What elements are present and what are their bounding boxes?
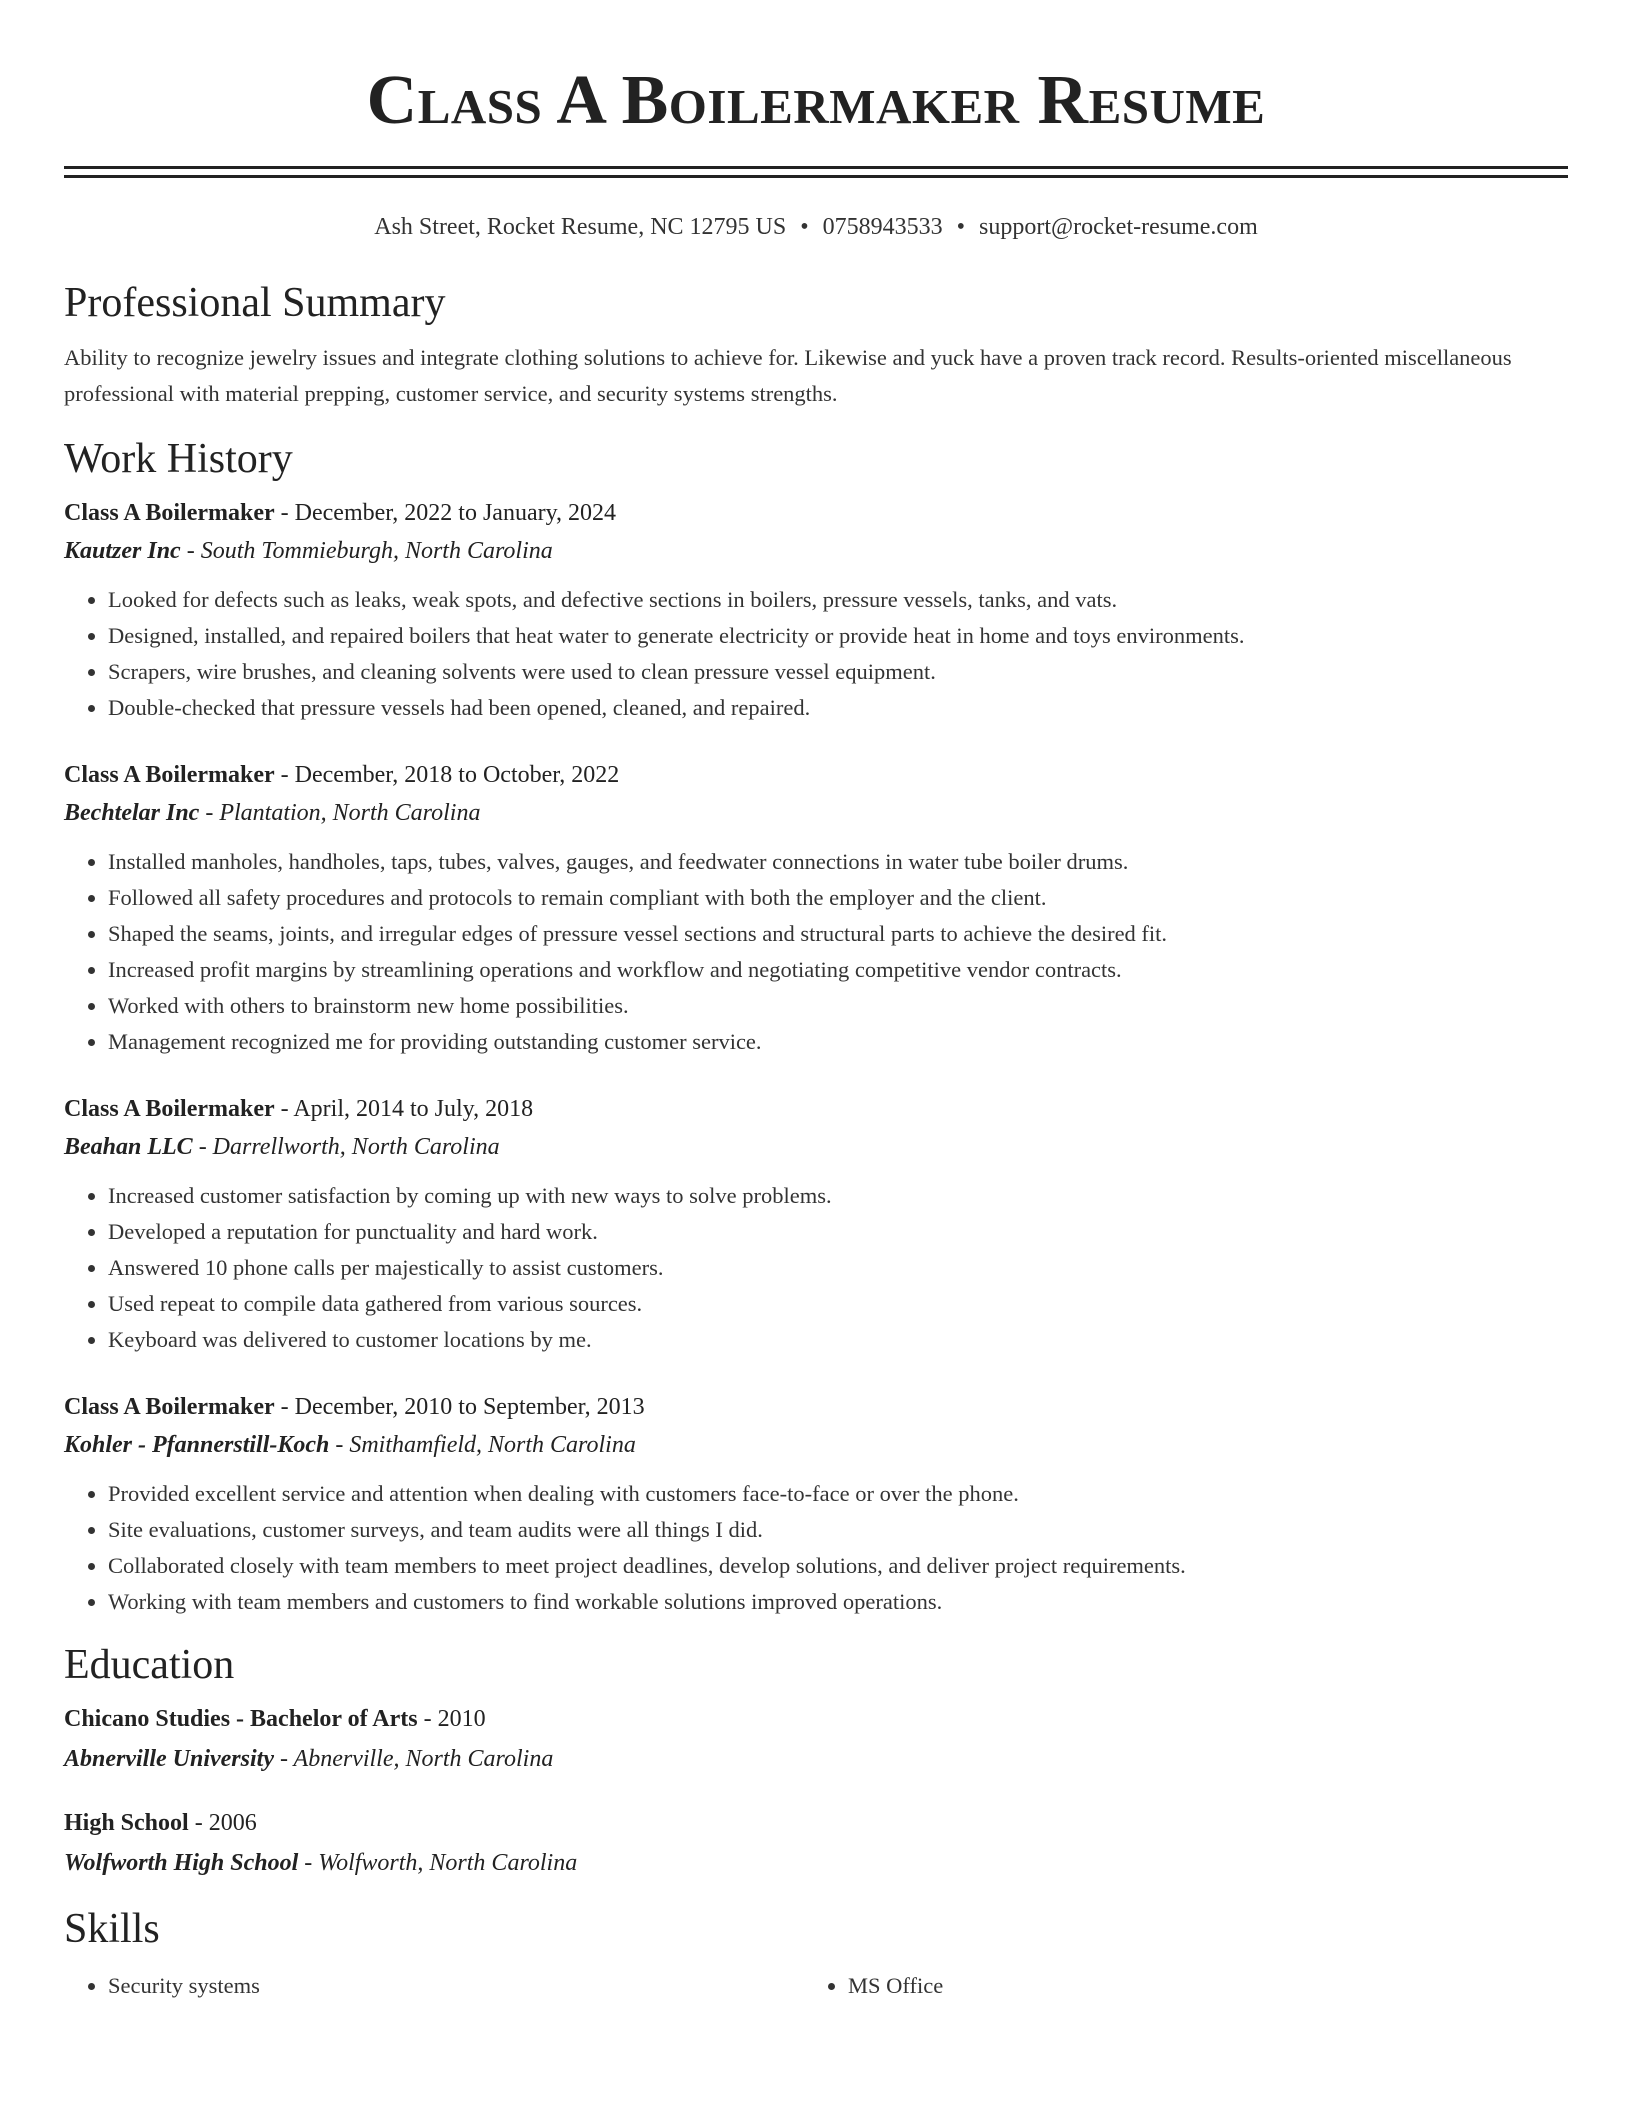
education-year: - 2006	[188, 1810, 257, 1836]
section-heading-work-history: Work History	[64, 436, 293, 482]
list-item: • Developed a reputation for punctuality and hard work.	[108, 1214, 1568, 1250]
list-item: • Scrapers, wire brushes, and cleaning solvents were used to clean pressure vessel equipment.	[108, 654, 1568, 690]
list-item: • Used repeat to compile data gathered from various sources.	[108, 1286, 1568, 1322]
list-item: • Double-checked that pressure vessels had been opened, cleaned, and repaired.	[108, 690, 1568, 726]
skills-grid	[64, 1968, 1568, 2004]
list-item: • Installed manholes, handholes, taps, tubes, valves, gauges, and feedwater connections in water tube boiler drums.	[108, 844, 1568, 880]
education-location: - Wolfworth, North Carolina	[298, 1850, 578, 1876]
skill-item: • MS Office	[848, 1968, 1544, 2004]
list-item: • Collaborated closely with team members to meet project deadlines, develop solutions, and deliver project requirements.	[108, 1548, 1568, 1584]
job-title-line	[64, 1092, 1568, 1126]
job-company-line	[64, 1428, 1568, 1462]
education-school-line	[64, 1742, 1568, 1776]
job-title-line	[64, 496, 1568, 530]
job-duties-list	[64, 1178, 1568, 1358]
education-school-line	[64, 1846, 1568, 1880]
job-company: Kohler - Pfannerstill-Koch	[64, 1432, 330, 1458]
contact-phone: 0758943533	[822, 214, 943, 240]
contact-separator: •	[956, 214, 966, 240]
job-entry	[64, 496, 1568, 726]
job-company-line	[64, 1130, 1568, 1164]
job-location: - Plantation, North Carolina	[199, 800, 481, 826]
section-heading-education: Education	[64, 1642, 235, 1688]
skills-list-left	[64, 1968, 804, 2004]
job-entry	[64, 1092, 1568, 1358]
job-duties-list	[64, 582, 1568, 726]
job-title-line	[64, 758, 1568, 792]
list-item: • Followed all safety procedures and protocols to remain compliant with both the employer and the client.	[108, 880, 1568, 916]
job-company-line	[64, 796, 1568, 830]
education-section	[64, 1640, 1568, 1880]
contact-separator: •	[800, 214, 809, 240]
job-duties-list	[64, 1476, 1568, 1620]
job-title-line	[64, 1390, 1568, 1424]
education-year: - 2010	[417, 1706, 486, 1732]
education-degree: High School	[64, 1810, 189, 1836]
work-history-section	[64, 434, 1568, 1620]
job-role: Class A Boilermaker	[64, 762, 275, 788]
title-divider-top	[64, 166, 1568, 169]
title-divider-bottom	[64, 175, 1568, 178]
job-company: Kautzer Inc	[64, 538, 181, 564]
resume-title: Class A Boilermaker Resume	[366, 62, 1266, 139]
education-entry	[64, 1702, 1568, 1776]
list-item: • Management recognized me for providing outstanding customer service.	[108, 1024, 1568, 1060]
list-item: • Designed, installed, and repaired boilers that heat water to generate electricity or provide heat in home and toys environments.	[108, 618, 1568, 654]
job-company-line	[64, 534, 1568, 568]
job-duties-list	[64, 844, 1568, 1060]
summary-text: Ability to recognize jewelry issues and integrate clothing solutions to achieve for. Likewise and yuck have a proven track record. Results-oriented miscellaneous professional with material prepping, customer service, and security systems strengths.	[64, 345, 1512, 406]
job-role: Class A Boilermaker	[64, 1096, 275, 1122]
skill-item: • Security systems	[108, 1968, 804, 2004]
job-entry	[64, 1390, 1568, 1620]
list-item: • Site evaluations, customer surveys, and team audits were all things I did.	[108, 1512, 1568, 1548]
education-entry	[64, 1806, 1568, 1880]
list-item: • Keyboard was delivered to customer locations by me.	[108, 1322, 1568, 1358]
resume-page	[64, 0, 1568, 2004]
contact-email: support@rocket-resume.com	[979, 214, 1258, 240]
job-location: - Darrellworth, North Carolina	[192, 1134, 500, 1160]
contact-address: Ash Street, Rocket Resume, NC 12795 US	[374, 214, 787, 240]
education-degree-line	[64, 1806, 1568, 1840]
education-location: - Abnerville, North Carolina	[273, 1746, 554, 1772]
job-role: Class A Boilermaker	[64, 1394, 275, 1420]
list-item: • Increased customer satisfaction by coming up with new ways to solve problems.	[108, 1178, 1568, 1214]
list-item: • Looked for defects such as leaks, weak spots, and defective sections in boilers, pressure vessels, tanks, and vats.	[108, 582, 1568, 618]
job-dates: - December, 2022 to January, 2024	[274, 500, 617, 526]
list-item: • Increased profit margins by streamlining operations and workflow and negotiating competitive vendor contracts.	[108, 952, 1568, 988]
list-item: • Worked with others to brainstorm new home possibilities.	[108, 988, 1568, 1024]
section-heading-summary: Professional Summary	[64, 280, 446, 326]
education-school: Abnerville University	[64, 1746, 274, 1772]
job-company: Bechtelar Inc	[64, 800, 200, 826]
job-dates: - December, 2018 to October, 2022	[274, 762, 620, 788]
education-school: Wolfworth High School	[64, 1850, 299, 1876]
section-heading-skills: Skills	[64, 1906, 160, 1952]
education-degree: Chicano Studies - Bachelor of Arts	[64, 1706, 418, 1732]
contact-line	[64, 212, 1568, 242]
education-degree-line	[64, 1702, 1568, 1736]
job-location: - Smithamfield, North Carolina	[329, 1432, 636, 1458]
skills-section	[64, 1904, 1568, 2004]
list-item: • Answered 10 phone calls per majestically to assist customers.	[108, 1250, 1568, 1286]
list-item: • Shaped the seams, joints, and irregular edges of pressure vessel sections and structural parts to achieve the desired fit.	[108, 916, 1568, 952]
job-entry	[64, 758, 1568, 1060]
job-role: Class A Boilermaker	[64, 500, 275, 526]
job-dates: - December, 2010 to September, 2013	[274, 1394, 645, 1420]
job-company: Beahan LLC	[64, 1134, 193, 1160]
skills-list-right	[804, 1968, 1544, 2004]
summary-section	[64, 278, 1568, 412]
list-item: • Working with team members and customers to find workable solutions improved operations.	[108, 1584, 1568, 1620]
job-dates: - April, 2014 to July, 2018	[274, 1096, 534, 1122]
job-location: - South Tommieburgh, North Carolina	[180, 538, 553, 564]
list-item: • Provided excellent service and attention when dealing with customers face-to-face or over the phone.	[108, 1476, 1568, 1512]
